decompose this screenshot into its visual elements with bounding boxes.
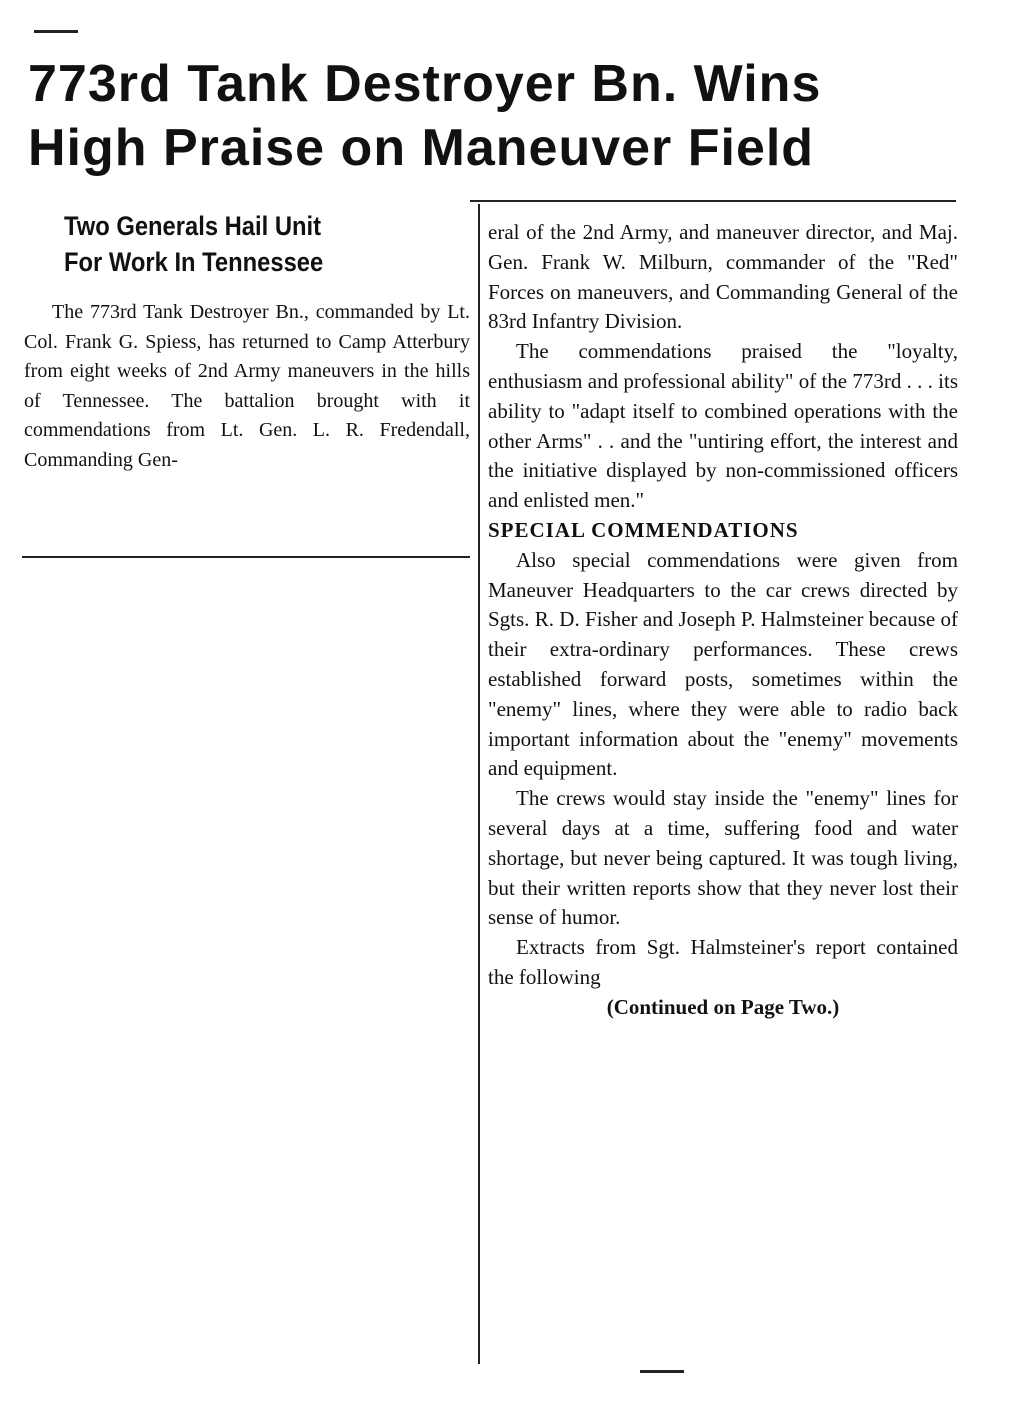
left-column-bottom-rule: [22, 556, 470, 558]
right-paragraph-5: Extracts from Sgt. Halmsteiner's report contained the following: [488, 935, 958, 989]
left-column: [24, 298, 470, 476]
continued-notice: (Continued on Page Two.): [606, 994, 840, 1019]
headline-line-2: High Praise on Maneuver Field: [28, 119, 815, 177]
headline: [28, 52, 968, 180]
right-paragraph-4: The crews would stay inside the "enemy" lines for several days at a time, suffering food and water shortage, but never being captured. It was tough living, but their written reports show that they never lost their sense of humor.: [488, 786, 958, 930]
headline-line-1: 773rd Tank Destroyer Bn. Wins: [28, 55, 822, 113]
subhead-line-1: Two Generals Hail Unit: [64, 211, 322, 241]
right-paragraph-3: Also special commendations were given from Maneuver Headquarters to the car crews directed by Sgts. R. D. Fisher and Joseph P. Halmsteiner because of their extra-ordinary performances. These crews established forward posts, sometimes within the "enemy" lines, where they were able to radio back important information about the "enemy" movements and equipment.: [488, 547, 958, 781]
left-paragraph: The 773rd Tank Destroyer Bn., commanded by Lt. Col. Frank G. Spiess, has returned to Camp Atterbury from eight weeks of 2nd Army maneuvers in the hills of Tennessee. The battalion brought with it commendations from Lt. Gen. L. R. Fredendall, Commanding Gen-: [24, 301, 470, 471]
right-paragraph-1: eral of the 2nd Army, and maneuver director, and Maj. Gen. Frank W. Milburn, commander of the "Red" Forces on maneuvers, and Commanding General of the 83rd Infantry Division.: [488, 220, 958, 334]
section-heading: SPECIAL COMMENDATIONS: [488, 517, 799, 542]
headline-rule: [470, 200, 956, 202]
subheadline: [64, 208, 416, 280]
subhead-line-2: For Work In Tennessee: [64, 247, 324, 277]
right-paragraph-2: The commendations praised the "loyalty, enthusiasm and professional ability" of the 773rd . . . its ability to "adapt itself to combined operations with the other Arms" . . and the "untiring effort, the interest and the initiative displayed by non-commissioned officers and enlisted men.": [488, 339, 958, 513]
column-divider: [478, 204, 480, 1364]
right-column: [488, 218, 958, 1023]
top-rule: [34, 30, 78, 33]
bottom-rule: [640, 1370, 684, 1373]
